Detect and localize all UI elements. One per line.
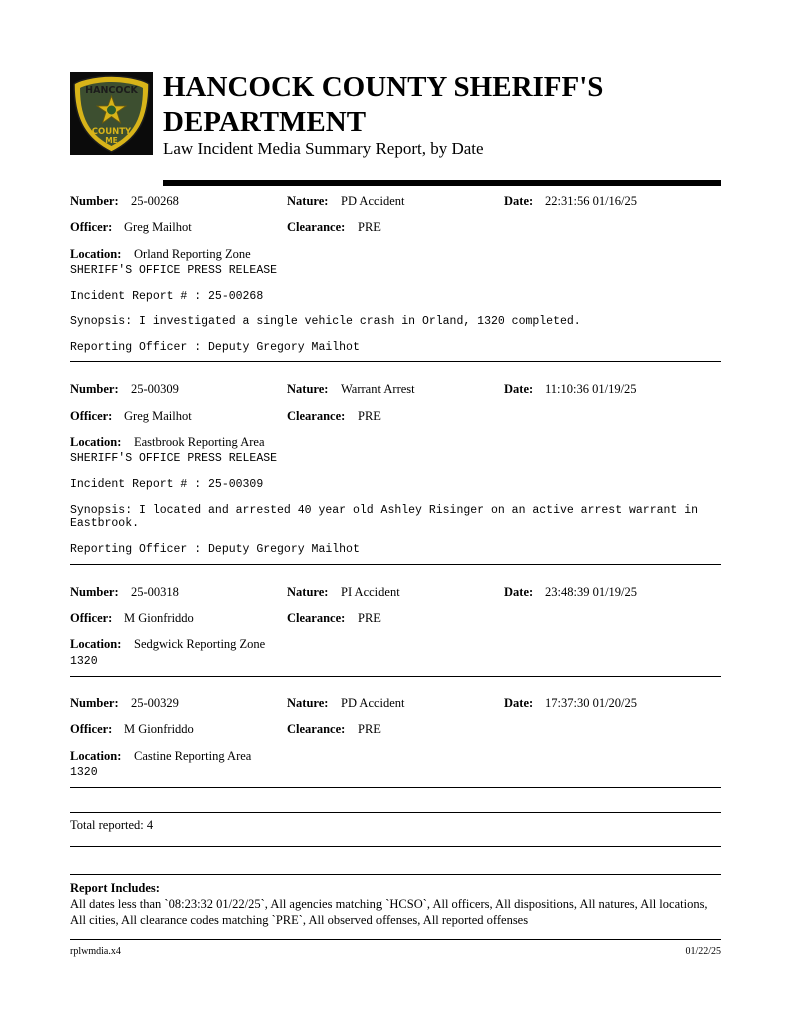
synopsis-line: Synopsis: I located and arrested 40 year old Ashley Risinger on an active arrest warrant in Eastbrook. [70,504,699,530]
date-label: Date: [504,585,534,599]
report-subtitle: Law Incident Media Summary Report, by Date [163,139,484,158]
title-line-1: HANCOCK COUNTY SHERIFF'S [163,71,604,103]
incident-date: 17:37:30 01/20/25 [545,696,638,710]
number-label: Number: [70,585,119,599]
sheriff-badge-logo [70,72,153,155]
incident-clearance: PRE [358,220,381,234]
nature-label: Nature: [287,194,329,208]
incident-number: 25-00329 [131,696,179,710]
incident-officer: Greg Mailhot [124,409,192,423]
total-top-rule [70,812,721,813]
code-line: 1320 [70,655,98,668]
incident-number: 25-00309 [131,382,179,396]
incident-nature: PI Accident [341,585,400,599]
officer-label: Officer: [70,409,113,423]
number-label: Number: [70,382,119,396]
code-line: 1320 [70,766,98,779]
header-divider [163,180,721,186]
nature-label: Nature: [287,382,329,396]
incident-officer: Greg Mailhot [124,220,192,234]
clearance-label: Clearance: [287,220,346,234]
date-label: Date: [504,194,534,208]
record-divider [70,676,721,677]
report-includes [70,880,721,928]
record-divider [70,564,721,565]
nature-label: Nature: [287,585,329,599]
officer-label: Officer: [70,722,113,736]
incident-date: 11:10:36 01/19/25 [545,382,637,396]
clearance-label: Clearance: [287,611,346,625]
incident-date: 23:48:39 01/19/25 [545,585,638,599]
badge-top-text: HANCOCK [85,85,138,96]
reporting-officer-line: Reporting Officer : Deputy Gregory Mailhot [70,341,360,354]
nature-label: Nature: [287,696,329,710]
total-reported: Total reported: 4 [70,818,154,832]
incident-officer: M Gionfriddo [124,722,194,736]
synopsis-line: Synopsis: I investigated a single vehicle crash in Orland, 1320 completed. [70,315,581,328]
incident-number: 25-00268 [131,194,179,208]
incident-clearance: PRE [358,611,381,625]
title-line-2: DEPARTMENT [163,106,367,138]
date-label: Date: [504,382,534,396]
page-title [163,70,603,140]
incident-location: Castine Reporting Area [134,749,252,763]
incident-number: 25-00318 [131,585,179,599]
total-bottom-rule [70,846,721,847]
location-label: Location: [70,435,122,449]
badge-bottom-text: COUNTY [91,127,132,137]
incident-clearance: PRE [358,722,381,736]
report-includes-heading: Report Includes: [70,881,160,895]
record-divider [70,361,721,362]
location-label: Location: [70,749,122,763]
number-label: Number: [70,194,119,208]
footer-print-date: 01/22/25 [685,946,721,957]
reporting-officer-line: Reporting Officer : Deputy Gregory Mailhot [70,543,360,556]
incident-officer: M Gionfriddo [124,611,194,625]
location-label: Location: [70,637,122,651]
location-label: Location: [70,247,122,261]
incident-nature: Warrant Arrest [341,382,415,396]
incident-location: Sedgwick Reporting Zone [134,637,266,651]
clearance-label: Clearance: [287,722,346,736]
includes-top-rule [70,874,721,875]
incident-report-line: Incident Report # : 25-00309 [70,478,264,491]
incident-location: Eastbrook Reporting Area [134,435,265,449]
footer-rule [70,939,721,940]
record-divider [70,787,721,788]
press-release-line: SHERIFF'S OFFICE PRESS RELEASE [70,264,278,277]
footer-report-id: rplwmdia.x4 [70,946,121,957]
officer-label: Officer: [70,220,113,234]
incident-location: Orland Reporting Zone [134,247,251,261]
clearance-label: Clearance: [287,409,346,423]
incident-nature: PD Accident [341,194,405,208]
incident-report-line: Incident Report # : 25-00268 [70,290,264,303]
report-includes-text: All dates less than `08:23:32 01/22/25`, All agencies matching `HCSO`, All officers, All dispositions, All natures, All locations, All cities, All clearance codes matching `PRE`, All observed offenses, All reported offenses [70,897,708,927]
officer-label: Officer: [70,611,113,625]
date-label: Date: [504,696,534,710]
press-release-line: SHERIFF'S OFFICE PRESS RELEASE [70,452,278,465]
incident-date: 22:31:56 01/16/25 [545,194,638,208]
incident-nature: PD Accident [341,696,405,710]
number-label: Number: [70,696,119,710]
badge-me-text: ME [105,136,118,145]
incident-clearance: PRE [358,409,381,423]
